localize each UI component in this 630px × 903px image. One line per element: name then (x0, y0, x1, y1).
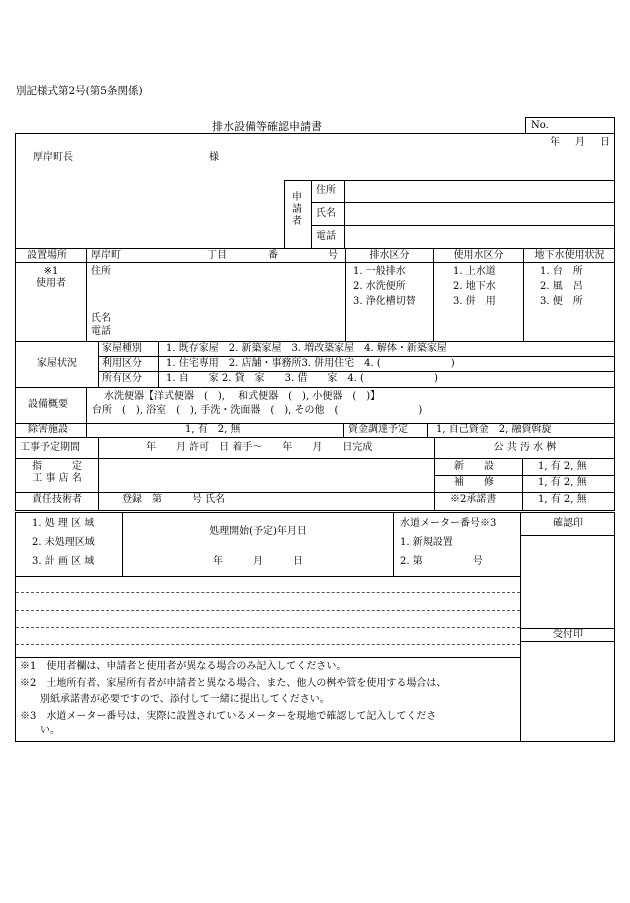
note-1: ※1 使用者欄は、申請者と使用者が異なる場合のみ記入してください。 (20, 661, 347, 672)
engineer-text[interactable]: 登録 第 号 氏名 (122, 494, 226, 505)
house-type-key: 家屋種別 (102, 343, 142, 354)
contractor-name-field[interactable] (100, 460, 432, 490)
new-install-value[interactable]: 1, 有 2, 無 (538, 461, 587, 472)
user-address-label: 住所 (91, 266, 111, 277)
usage-type-key: 利用区分 (102, 358, 142, 369)
form-title: 排水設備等確認申請書 (212, 120, 322, 133)
applicant-name-field[interactable] (346, 204, 612, 223)
remarks-field[interactable] (17, 578, 519, 656)
note-3b: い。 (20, 725, 60, 736)
date-year[interactable]: 年 (550, 137, 560, 148)
equipment-toilets[interactable]: 水洗便器【洋式便器 ( ), 和式便器 ( ), 小便器 ( )】 (104, 391, 381, 402)
meter-no[interactable]: 2. 第 号 (400, 556, 483, 567)
note-3: ※3 水道メーター番号は、実際に設置されているメーターを現地で確認して記入してくださ (20, 711, 437, 722)
confirm-seal-area[interactable] (522, 537, 614, 627)
repair-label: 補 修 (454, 477, 494, 488)
applicant-label: 申請者 (292, 192, 302, 227)
meter-new[interactable]: 1. 新規設置 (400, 537, 453, 548)
form-label: 別記様式第2号(第5条関係) (16, 85, 143, 97)
drainage-option-3[interactable]: 3. 浄化槽切替 (353, 296, 416, 307)
house-type-value[interactable]: 1. 既存家屋 2. 新築家屋 3. 増改築家屋 4. 解体・新築家屋 (166, 343, 447, 354)
repair-value[interactable]: 1, 有 2, 無 (538, 477, 587, 488)
note-2: ※2 土地所有者、家屋所有者が申請者と異なる場合、また、他人の桝や管を使用する場合は、 (20, 678, 447, 689)
user-phone-label: 電話 (91, 326, 111, 337)
location-go[interactable]: 号 (328, 250, 338, 261)
applicant-phone-label: 電話 (316, 231, 336, 242)
water-use-header: 使用水区分 (453, 250, 504, 261)
applicant-address-label: 住所 (316, 185, 336, 196)
contractor-label: 指 定 工 事 店 名 (32, 461, 82, 484)
location-chome[interactable]: 丁目 (207, 250, 227, 261)
location-label: 設置場所 (27, 250, 67, 261)
start-date-label: 処理開始(予定)年月日 (209, 526, 307, 537)
hazard-value[interactable]: 1, 有 2, 無 (185, 424, 241, 435)
start-date-ymd[interactable]: 年 月 日 (213, 556, 303, 567)
drainage-option-1[interactable]: 1. 一般排水 (353, 266, 406, 277)
addressee-honorific: 様 (209, 152, 219, 163)
public-basin-label: 公 共 汚 水 桝 (493, 442, 557, 453)
usage-type-value[interactable]: 1. 住宅専用 2. 店舗・事務所3. 併用住宅 4. ( ) (166, 358, 455, 369)
number-label: No. (531, 120, 549, 131)
receipt-seal-area[interactable] (522, 643, 614, 740)
receipt-seal-label: 受付印 (553, 629, 583, 640)
drainage-header: 排水区分 (369, 250, 410, 261)
location-town: 厚岸町 (91, 250, 121, 261)
hazard-label: 除害施設 (28, 424, 68, 435)
groundwater-option-1[interactable]: 1. 台 所 (540, 266, 583, 277)
water-use-option-1[interactable]: 1. 上水道 (453, 266, 496, 277)
ownership-key: 所有区分 (102, 373, 142, 384)
note-2b: 別紙承諾書が必要ですので、添付して一緒に提出してください。 (20, 694, 330, 705)
groundwater-option-3[interactable]: 3. 便 所 (540, 296, 583, 307)
engineer-label: 責任技術者 (32, 494, 82, 505)
equipment-label: 設備概要 (28, 399, 68, 410)
zone-option-3[interactable]: 3. 計 画 区 域 (32, 556, 95, 567)
water-use-option-3[interactable]: 3. 併 用 (453, 296, 496, 307)
water-use-option-2[interactable]: 2. 地下水 (453, 281, 496, 292)
fund-value[interactable]: 1, 自己資金 2, 融資斡旋 (436, 424, 552, 435)
user-label: ※1 使用者 (36, 266, 66, 289)
number-box[interactable] (525, 117, 615, 134)
ownership-value[interactable]: 1. 自 家 2. 貸 家 3. 借 家 4. ( ) (166, 373, 438, 384)
consent-label: ※2承諾書 (450, 494, 497, 505)
new-install-label: 新 設 (454, 461, 494, 472)
equipment-other[interactable]: 台所 ( ), 浴室 ( ), 手洗・洗面器 ( ), その他 ( ) (92, 405, 423, 416)
groundwater-header: 地下水使用状況 (534, 250, 605, 261)
applicant-phone-field[interactable] (346, 227, 612, 246)
groundwater-option-2[interactable]: 2. 風 呂 (540, 281, 583, 292)
applicant-address-field[interactable] (346, 182, 612, 200)
consent-value[interactable]: 1, 有 2, 無 (538, 494, 587, 505)
meter-label: 水道メーター番号※3 (400, 518, 497, 529)
zone-option-2[interactable]: 2. 未処理区域 (32, 537, 95, 548)
house-label: 家屋状況 (37, 358, 77, 369)
date-day[interactable]: 日 (600, 137, 610, 148)
applicant-name-label: 氏名 (316, 208, 336, 219)
addressee-town: 厚岸町長 (33, 152, 73, 163)
schedule-text[interactable]: 年 月 許可 日 着手～ 年 月 日完成 (146, 442, 373, 453)
drainage-option-2[interactable]: 2. 水洗便所 (353, 281, 406, 292)
zone-option-1[interactable]: 1. 処 理 区 域 (32, 518, 95, 529)
schedule-label: 工事予定期間 (20, 442, 80, 453)
user-name-label: 氏名 (91, 313, 111, 324)
confirm-seal-label: 確認印 (553, 518, 583, 529)
date-month[interactable]: 月 (575, 137, 585, 148)
fund-label: 資金調達予定 (348, 424, 408, 435)
location-ban[interactable]: 番 (268, 250, 278, 261)
